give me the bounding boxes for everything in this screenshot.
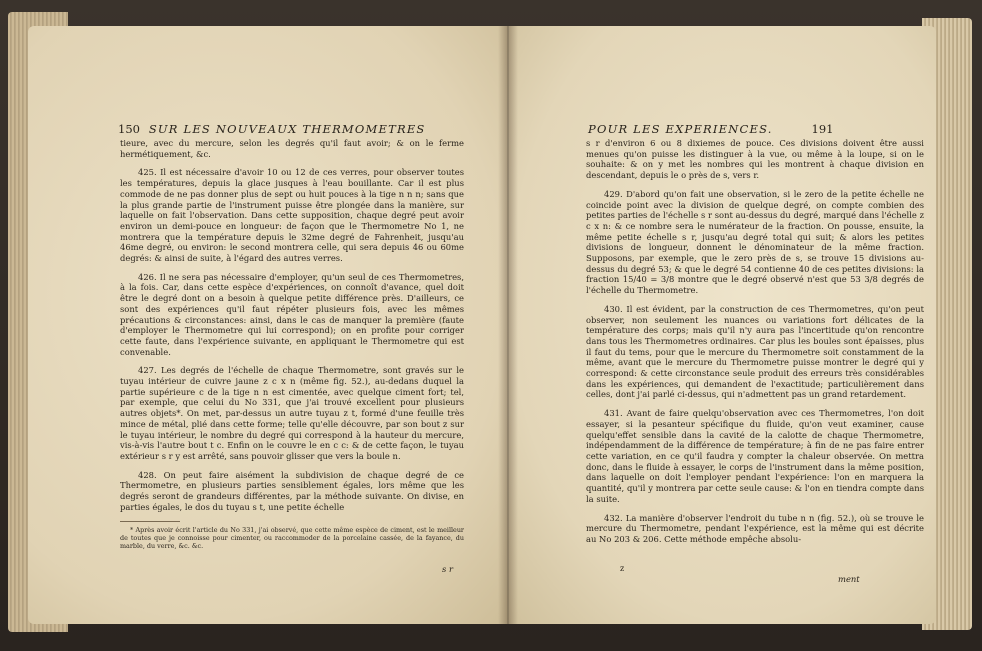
right-para-431: 431. Avant de faire quelqu'observation avec ces Thermometres, l'on doit essayer, si la pesanteur spécifique du fluide, qu'on veut examiner, cause quelqu'effet sensible dans la cavité de la calotte de chaque Thermometre, indépendamment de la différence de température; à fin de ne pas faire entrer cette variation, en ce qu'il faudra y compter la chaleur observée. On mettra donc, dans le fluide à essayer, le corps de l'instrument dans la même position, dans laquelle on doit l'employer pendant l'expérience: l'on en marquera la quantité, qu'il y montrera par cette seule cause: & l'on en tiendra compte dans la suite. <box>586 408 924 504</box>
right-catchword: ment <box>838 574 860 584</box>
left-footnote: * Après avoir écrit l'article du No 331, j'ai observé, que cette même espèce de ciment, est le meilleur de toutes que je connoisse pour cimenter, ou raccommoder de la porcelaine cassée, de la fayance, du marble, du verre, &c. &c. <box>120 525 464 550</box>
left-catchword: s r <box>442 564 453 574</box>
right-signature-mark: z <box>620 564 625 573</box>
left-para-425: 425. Il est nécessaire d'avoir 10 ou 12 de ces verres, pour observer toutes les températures, depuis la glace jusques à l'eau bouillante. Car il est plus commode de ne pas donner plus de sept ou huit pouces à la tige n n n; sans que la plus grande partie de l'instrument puisse être plongée dans la manière, sur laquelle on fait l'observation. Dans cette supposition, chaque degré peut avoir environ un demi-pouce en longueur: de façon que le Thermometre No 1, ne montrera que la température depuis le 32me degré de Fahrenheit, jusqu'au 46me degré, ou environ: le second montrera celle, qui sera depuis 46 ou 60me degrés: & ainsi de suite, à l'égard des autres verres. <box>120 167 464 264</box>
right-page <box>508 26 936 624</box>
right-para-continuation: s r d'environ 6 ou 8 dixiemes de pouce. Ces divisions doivent être aussi menues qu'on puisse les distinguer à la vue, ou même à la loupe, si on le souhaite: & on y met les nombres qui les montrent à chaque division en descendant, depuis le o près de s, vers r. <box>586 138 924 181</box>
right-running-header <box>588 122 833 136</box>
left-para-427: 427. Les degrés de l'échelle de chaque Thermometre, sont gravés sur le tuyau intérieur de cuivre jaune z c x n (même fig. 52.), au-dedans duquel la partie supérieure c de la tige n n est cimentée, avec quelque ciment fort; tel, par exemple, que celui du No 331, que j'ai trouvé excellent pour plusieurs autres objets*. On met, par-dessus un autre tuyau z t, formé d'une feuille très mince de métal, plié dans cette forme; telle qu'elle découvre, par son bout z sur le tuyau intérieur, le nombre du degré qui correspond à la hauteur du mercure, vis-à-vis l'autre bout t c. Enfin on le couvre le en c c: & de cette façon, le tuyau extérieur s r y est arrêté, sans pouvoir glisser que vers la boule n. <box>120 365 464 461</box>
book-gutter <box>498 26 518 624</box>
right-page-number: 191 <box>811 122 834 136</box>
left-page <box>28 26 508 624</box>
right-running-title: POUR LES EXPERIENCES. <box>588 122 773 136</box>
right-body-text <box>586 138 924 553</box>
right-para-432: 432. La manière d'observer l'endroit du tube n n (fig. 52.), où se trouve le mercure du Thermometre, pendant l'expérience, est la même qui est décrite au No 203 & 206. Cette méthode empêche absolu- <box>586 512 924 544</box>
left-page-number: 150 <box>118 122 140 136</box>
left-para-continuation: tieure, avec du mercure, selon les degrés qu'il faut avoir; & on le ferme hermétiquement, &c. <box>120 138 464 159</box>
left-para-426: 426. Il ne sera pas nécessaire d'employer, qu'un seul de ces Thermometres, à la fois. Car, dans cette espèce d'expériences, on connoît d'avance, quel doit être le degré dont on a besoin à quelque petite différence près. D'ailleurs, ce sont des expériences qu'il faut répéter plusieurs fois, avec les mêmes précautions & circonstances: ainsi, dans le cas de manquer la première (faute d'employer le Thermometre qui lui correspond); on en profite pour corriger cette faute, dans l'expérience suivante, en appliquant le Thermometre qui est convenable. <box>120 271 464 357</box>
left-para-428: 428. On peut faire aisément la subdivision de chaque degré de ce Thermometre, en plusieurs parties sensiblement égales, lors même que les degrés seront de grandeurs différentes, par la méthode suivante. On divise, en parties égales, le dos du tuyau s t, une petite échelle <box>120 469 464 512</box>
left-running-title: SUR LES NOUVEAUX THERMOMETRES <box>148 122 426 136</box>
left-body-text <box>120 138 464 550</box>
left-running-header <box>118 122 426 136</box>
right-para-429: 429. D'abord qu'on fait une observation, si le zero de la petite échelle ne coincide point avec la division de quelque degré, on compte combien des petites parties de l'échelle s r sont au-dessus du degré, marqué dans l'échelle z c x n: & ce nombre sera le numérateur de la fraction. On pousse, ensuite, la même petite échelle s r, jusqu'au degré total qui suit; & alors les petites divisions de longueur, donnent le dénominateur de la même fraction. Supposons, par exemple, que le zero près de s, se trouve 15 divisions au-dessus du degré 53; & que le degré 54 contienne 40 de ces petites divisions: la fraction 15/40 = 3/8 montre que le degré observé n'est que 53 3/8 degrés de l'échelle du Thermometre. <box>586 188 924 296</box>
right-para-430: 430. Il est évident, par la construction de ces Thermometres, qu'on peut observer, non seulement les nuances ou variations fort délicates de la température des corps; mais qu'il n'y aura pas l'incertitude qu'on rencontre dans tous les Thermometres ordinaires. Car plus les boules sont épaisses, plus il faut du tems, pour que le mercure du Thermometre soit constamment de la même, avant que le mercure du Thermometre puisse montrer le degré qui y correspond: & cette circonstance seule produit des erreurs très considérables dans les expériences, qui demandent de l'exactitude; particulièrement dans celles, dont j'ai parlé ci-dessus, qui n'admettent pas un grand retardement. <box>586 303 924 400</box>
footnote-rule <box>120 521 180 522</box>
